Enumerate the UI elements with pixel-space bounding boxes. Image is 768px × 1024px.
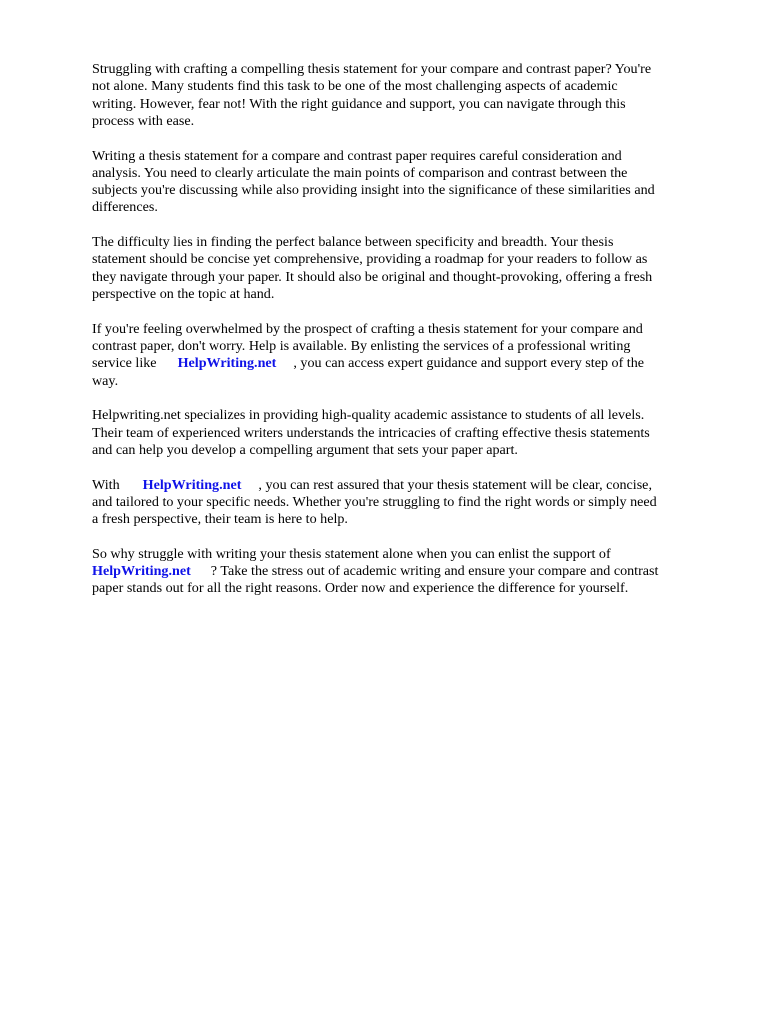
text-after-link: , you can rest assured that your thesis statement will be clear, concise, [258, 476, 652, 493]
text-before-link: With [92, 476, 120, 493]
text-after-link: , you can access expert guidance and support every step of the [293, 355, 645, 372]
helpwriting-link[interactable]: HelpWriting.net [142, 476, 242, 493]
text-line: If you're feeling overwhelmed by the prospect of crafting a thesis statement for your compare and [92, 320, 643, 337]
paragraph-difficulty [92, 234, 720, 303]
text-line: and tailored to your specific needs. Whether you're struggling to find the right words or simply need [92, 493, 657, 510]
text-line: Their team of experienced writers understands the intricacies of crafting effective thesis statements [92, 424, 650, 441]
paragraph-rest-assured [92, 477, 720, 529]
text-line: contrast paper, don't worry. Help is available. By enlisting the services of a professional writing [92, 338, 631, 355]
text-line: Writing a thesis statement for a compare and contrast paper requires careful consideration and [92, 147, 622, 164]
text-line: process with ease. [92, 112, 195, 129]
text-line-with-link [92, 563, 720, 580]
helpwriting-link[interactable]: HelpWriting.net [177, 355, 277, 372]
text-line: Struggling with crafting a compelling thesis statement for your compare and contrast paper? You're [92, 61, 652, 77]
text-before-link: service like [92, 355, 157, 372]
text-line-with-link [92, 355, 720, 372]
text-line: Helpwriting.net specializes in providing high-quality academic assistance to students of all levels. [92, 407, 645, 424]
paragraph-intro [92, 61, 720, 130]
text-after-link: ? Take the stress out of academic writing and ensure your compare and contrast [210, 563, 659, 580]
text-line: statement should be concise yet comprehensive, providing a roadmap for your readers to follow as [92, 251, 648, 268]
helpwriting-link[interactable]: HelpWriting.net [92, 563, 191, 580]
paragraph-analysis [92, 148, 720, 217]
paragraph-specializes [92, 407, 720, 459]
text-line: writing. However, fear not! With the right guidance and support, you can navigate through this [92, 95, 626, 112]
text-line: not alone. Many students find this task to be one of the most challenging aspects of academic [92, 78, 618, 95]
text-line: a fresh perspective, their team is here to help. [92, 511, 348, 528]
text-line: subjects you're discussing while also providing insight into the significance of these similarities and [92, 182, 655, 199]
text-line: way. [92, 372, 119, 389]
text-line: and can help you develop a compelling argument that sets your paper apart. [92, 441, 518, 458]
paragraph-closing [92, 546, 720, 598]
text-line: differences. [92, 199, 158, 216]
text-line-with-link [92, 477, 720, 494]
text-line: analysis. You need to clearly articulate the main points of comparison and contrast between the [92, 164, 628, 181]
text-line: they navigate through your paper. It should also be original and thought-provoking, offering a fresh [92, 268, 653, 285]
document-page [92, 61, 720, 615]
text-line: The difficulty lies in finding the perfect balance between specificity and breadth. Your thesis [92, 234, 614, 251]
text-line: perspective on the topic at hand. [92, 286, 275, 303]
text-line: paper stands out for all the right reasons. Order now and experience the difference for yourself. [92, 580, 629, 597]
paragraph-help-available [92, 321, 720, 390]
text-line: So why struggle with writing your thesis statement alone when you can enlist the support of [92, 545, 611, 562]
